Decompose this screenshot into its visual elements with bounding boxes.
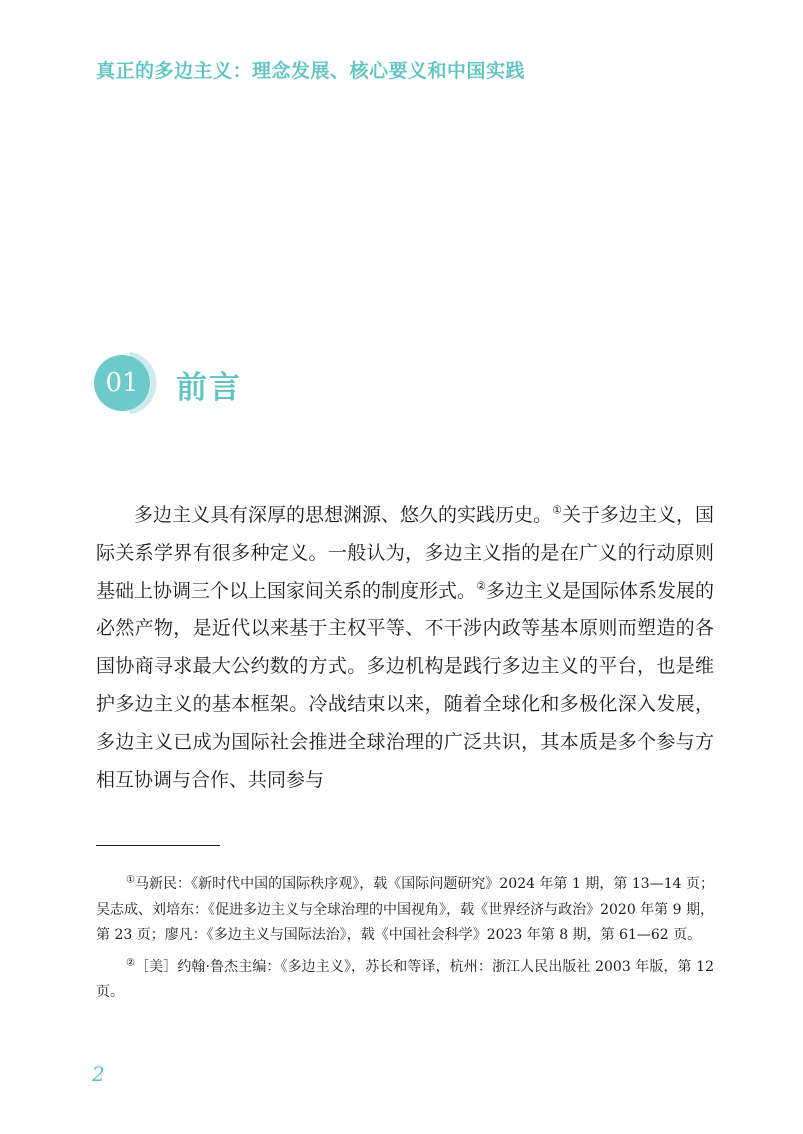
footnote-divider — [96, 845, 220, 846]
footnote-2 — [96, 955, 714, 1006]
body-text-segment: 多边主义具有深厚的思想渊源、悠久的实践历史。 — [134, 504, 553, 526]
page-number: 2 — [92, 1062, 105, 1086]
running-header: 真正的多边主义：理念发展、核心要义和中国实践 — [96, 60, 526, 82]
body-paragraph — [96, 497, 714, 799]
body-text-segment: 多边主义是国际体系发展的必然产物，是近代以来基于主权平等、不干涉内政等基本原则而塑造的各国协商寻求最大公约数的方式。多边机构是践行多边主义的平台，也是维护多边主义的基本框架。冷战结束以来，随着全球化和多极化深入发展，多边主义已成为国际社会推进全球治理的广泛共识，其本质是多个参与方相互协调与合作、共同参与 — [96, 579, 714, 791]
footnote-text: ［美］约翰·鲁杰主编：《多边主义》，苏长和等译，杭州：浙江人民出版社 2003 年版，第 12 页。 — [96, 958, 714, 1000]
chapter-badge — [92, 352, 158, 414]
footnotes — [96, 872, 714, 1012]
footnote-text: 马新民：《新时代中国的国际秩序观》，载《国际问题研究》2024 年第 1 期，第 13—14 页；吴志成、刘培东：《促进多边主义与全球治理的中国视角》，载《世界经济与政治》2020 年第 9 期，第 23 页；廖凡：《多边主义与国际法治》，载《中国社会科学》2023 年第 8 期，第 61—62 页。 — [96, 876, 714, 943]
footnote-mark: ② — [126, 956, 136, 968]
footnote-ref-1[interactable]: ① — [552, 503, 562, 517]
chapter-title: 前言 — [176, 370, 242, 406]
body-text-segment: 关于多边主义，国际关系学界有很多种定义。一般认为，多边主义指的是在广义的行动原则基础上协调三个以上国家间关系的制度形式。 — [96, 504, 714, 602]
chapter-number: 01 — [105, 368, 139, 398]
footnote-mark: ① — [126, 874, 135, 886]
footnote-ref-2[interactable]: ② — [476, 579, 486, 593]
footnote-1 — [96, 872, 714, 949]
